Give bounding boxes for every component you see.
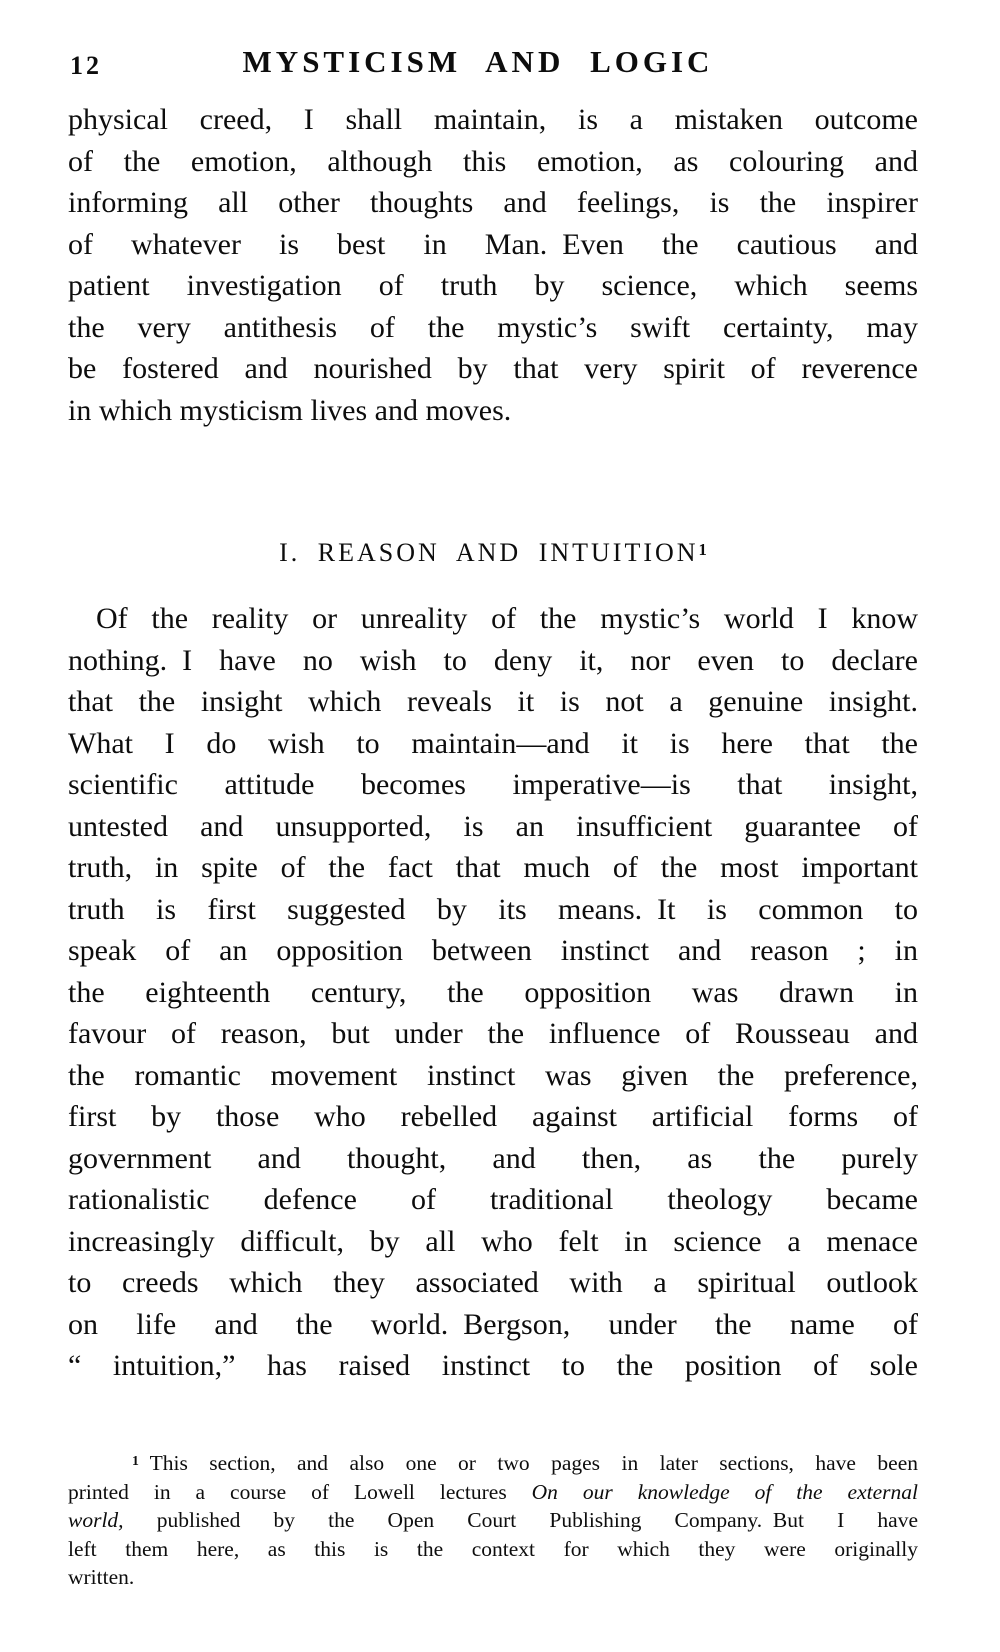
- text-segment: truth is first suggested by its means. It is common to: [68, 892, 918, 926]
- body-text-line: [68, 764, 918, 806]
- body-text-line: [68, 723, 918, 765]
- body-paragraph-1: [68, 99, 918, 431]
- body-paragraph-2: [68, 598, 918, 1387]
- footnote-marker: 1: [132, 1452, 139, 1468]
- text-segment: of the emotion, although this emotion, as colouring and: [68, 144, 918, 178]
- text-segment: This section, and also one or two pages in later sections, have been: [138, 1451, 918, 1475]
- body-text-line: [68, 224, 918, 266]
- text-segment: Of the reality or unreality of the mystic’s world I know: [96, 602, 918, 635]
- body-text-line: [68, 1179, 918, 1221]
- body-text-line: [68, 1304, 918, 1346]
- text-segment: physical creed, I shall maintain, is a mistaken outcome: [68, 103, 918, 136]
- body-text-line: [68, 1262, 918, 1304]
- text-segment: printed in a course of Lowell lectures: [68, 1479, 532, 1504]
- body-text-line: [68, 182, 918, 224]
- text-segment: truth, in spite of the fact that much of the most important: [68, 851, 918, 884]
- footnote-text-line: [68, 1563, 918, 1592]
- body-text-line: [68, 1013, 918, 1055]
- running-title: MYSTICISM AND LOGIC: [242, 44, 714, 79]
- body-text-line: [68, 889, 918, 931]
- footnote-text-line: [68, 1506, 918, 1535]
- text-segment: that the insight which reveals it is not a genuine insight.: [68, 685, 918, 718]
- text-segment: “ intuition,” has raised instinct to the position of sole: [68, 1349, 918, 1382]
- body-text-line: [68, 806, 918, 848]
- footnote-reference-mark: 1: [698, 539, 707, 559]
- body-text-line: [68, 930, 918, 972]
- footnote-text-line: [68, 1535, 918, 1564]
- body-text-line: [68, 307, 918, 349]
- text-segment: What I do wish to maintain—and it is here that the: [68, 726, 918, 760]
- body-text-line: [68, 1138, 918, 1180]
- text-segment: government and thought, and then, as the purely: [68, 1141, 918, 1175]
- text-segment: on life and the world. Bergson, under the name of: [68, 1307, 918, 1341]
- body-text-line: [68, 1096, 918, 1138]
- text-segment: favour of reason, but under the influence of Rousseau and: [68, 1017, 918, 1050]
- body-text-line: [68, 348, 918, 390]
- text-segment: written.: [68, 1565, 135, 1590]
- text-segment: informing all other thoughts and feelings, is the inspirer: [68, 186, 918, 219]
- body-text-line: [68, 598, 918, 640]
- text-segment: nothing. I have no wish to deny it, nor even to declare: [68, 643, 918, 677]
- footnote: [68, 1449, 918, 1592]
- body-text-line: [68, 265, 918, 307]
- body-text-line: [68, 1221, 918, 1263]
- text-segment: patient investigation of truth by science, which seems: [68, 269, 918, 302]
- body-text-line: [68, 972, 918, 1014]
- section-heading: [68, 538, 918, 568]
- text-segment: untested and unsupported, is an insufficient guarantee of: [68, 809, 918, 843]
- text-segment: of whatever is best in Man. Even the cautious and: [68, 227, 918, 261]
- body-text-line: [68, 99, 918, 141]
- footnote-text-line: [68, 1449, 918, 1478]
- body-text-line: [68, 1055, 918, 1097]
- body-text-line: [68, 640, 918, 682]
- body-text-line: [68, 681, 918, 723]
- text-segment: the eighteenth century, the opposition was drawn in: [68, 975, 918, 1009]
- text-segment: first by those who rebelled against artificial forms of: [68, 1100, 918, 1133]
- text-segment: the very antithesis of the mystic’s swift certainty, may: [68, 310, 918, 344]
- section-heading-text: I. REASON AND INTUITION: [279, 538, 699, 567]
- body-text-line: [68, 847, 918, 889]
- text-segment: to creeds which they associated with a spiritual outlook: [68, 1266, 918, 1299]
- text-segment: the romantic movement instinct was given the preference,: [68, 1058, 918, 1092]
- body-text-line: [68, 1345, 918, 1387]
- text-segment: left them here, as this is the context for which they were originally: [68, 1536, 918, 1561]
- text-segment: world,: [68, 1508, 124, 1533]
- text-segment: in which mysticism lives and moves.: [68, 393, 512, 427]
- body-text-line: [68, 390, 918, 432]
- text-segment: increasingly difficult, by all who felt in science a menace: [68, 1224, 918, 1258]
- text-segment: On our knowledge of the external: [531, 1479, 918, 1504]
- text-segment: be fostered and nourished by that very spirit of reverence: [68, 352, 918, 385]
- body-text-line: [68, 141, 918, 183]
- running-head: [68, 44, 918, 84]
- page-number: 12: [70, 51, 102, 80]
- text-segment: published by the Open Court Publishing Company. But I have: [123, 1508, 918, 1533]
- text-segment: rationalistic defence of traditional theology became: [68, 1183, 918, 1216]
- text-segment: scientific attitude becomes imperative—is that insight,: [68, 768, 918, 801]
- text-segment: speak of an opposition between instinct and reason ; in: [68, 934, 918, 967]
- footnote-text-line: [68, 1478, 918, 1507]
